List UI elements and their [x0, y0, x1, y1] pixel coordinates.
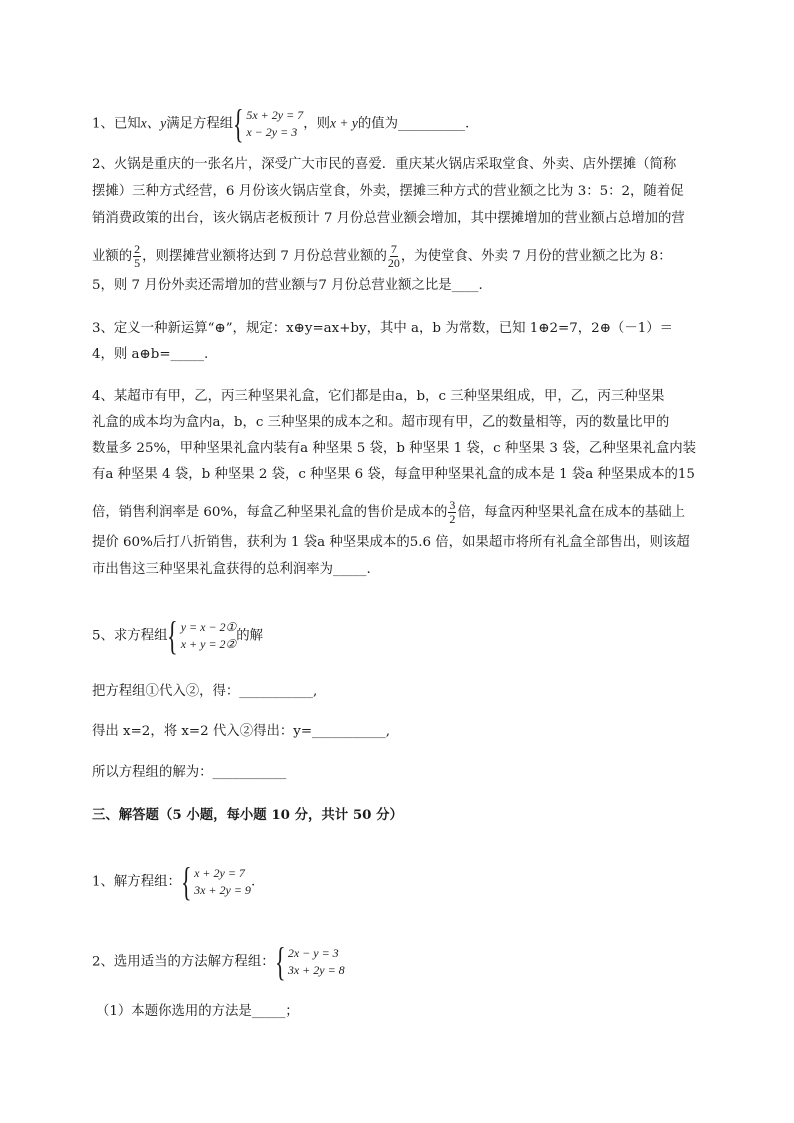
q4-line6: 提价 60%后打八折销售，获利为 1 袋a 种坚果成本的5.6 倍，如果超市将所有礼盒全部售出，则该超 — [92, 535, 690, 550]
q1-eq2: x − 2y = 3 — [246, 125, 298, 139]
q5-suffix: 的解 — [236, 628, 264, 644]
p1-eq2: 3x + 2y = 9 — [194, 883, 251, 897]
q4-line2: 礼盒的成本均为盒内a，b，c 三种坚果的成本之和。超市现有甲，乙的数量相等，丙的数量比甲的 — [92, 415, 670, 430]
q5-step1: 把方程组①代入②，得：___________, — [92, 684, 318, 699]
left-brace-icon: { — [167, 613, 179, 658]
q1-suffix: 的值为__________. — [357, 116, 470, 132]
q2-line4-a: 业额的 — [92, 249, 133, 264]
p1-eq1: x + 2y = 7 — [194, 866, 245, 880]
q2-line3: 销消费政策的出台，该火锅店老板预计 7 月份总营业额会增加，其中摆摊增加的营业额占总增加的营 — [92, 211, 685, 226]
p2-sub1: （1）本题你选用的方法是_____； — [96, 1004, 299, 1019]
q2-line4-c: ，为使堂食、外卖 7 月份的营业额之比为 8： — [400, 249, 672, 264]
q2-line4-b: ，则摆摊营业额将达到 7 月份总营业额的 — [142, 249, 387, 264]
q4-line5 — [92, 499, 685, 526]
left-brace-icon: { — [274, 939, 286, 984]
q4-line3: 数量多 25%，甲种坚果礼盒内装有a 种坚果 5 袋，b 种坚果 1 袋，c 种坚果 3 袋，乙种坚果礼盒内装 — [92, 441, 697, 456]
left-brace-icon: { — [233, 101, 244, 146]
q2-line5: 5，则 7 月份外卖还需增加的营业额与7 月份总营业额之比是____. — [92, 278, 483, 293]
fraction-2-5: $\frac{2}{5}$ — [134, 242, 141, 270]
q1-eq1: 5x + 2y = 7 — [246, 108, 304, 122]
left-brace-icon: { — [180, 859, 192, 904]
fraction-3-2: $\frac{3}{2}$ — [449, 498, 456, 526]
problem-1 — [92, 859, 256, 904]
q1-equation-system — [233, 101, 304, 146]
p2-prefix: 2、选用适当的方法解方程组： — [92, 954, 275, 970]
p2-eq1: 2x − y = 3 — [287, 946, 339, 960]
q4-line4: 有a 种坚果 4 袋，b 种坚果 2 袋，c 种坚果 6 袋，每盒甲种坚果礼盒的成本是 1 袋a 种坚果成本的15 — [92, 467, 695, 482]
q5-eq2: x + y = 2② — [180, 637, 237, 651]
q2-line4 — [92, 243, 672, 270]
q2-line2: 摆摊）三种方式经营，6 月份该火锅店堂食，外卖，摆摊三种方式的营业额之比为 3：5：2，随着促 — [92, 184, 684, 199]
fraction-7-20: $\frac{7}{20}$ — [387, 242, 400, 270]
q5-step2: 得出 x=2，将 x=2 代入②得出：y=___________, — [92, 724, 390, 739]
section-3-heading: 三、解答题（5 小题，每小题 10 分，共计 50 分） — [92, 807, 403, 823]
q4-line1: 4、某超市有甲，乙，丙三种坚果礼盒，它们都是由a，b，c 三种坚果组成，甲，乙，丙三种坚果 — [92, 389, 665, 404]
question-1 — [92, 101, 470, 146]
q1-mid: 满足方程组 — [166, 116, 234, 132]
p2-eq2: 3x + 2y = 8 — [287, 963, 345, 977]
q5-eq1: y = x − 2① — [180, 620, 237, 634]
q4-line5-b: 倍，每盒丙种坚果礼盒在成本的基础上 — [457, 505, 686, 520]
q5-prefix: 5、求方程组 — [92, 628, 168, 644]
q4-line7: 市出售这三种坚果礼盒获得的总利润率为_____. — [92, 562, 371, 577]
q3-line1: 3、定义一种新运算“⊕”，规定：x⊕y=ax+by，其中 a，b 为常数，已知 1⊕2=7，2⊕（－1）＝ — [92, 321, 674, 336]
p2-equation-system — [274, 939, 345, 984]
p1-equation-system — [180, 859, 251, 904]
q3-line2: 4，则 a⊕b=_____. — [92, 347, 209, 362]
q1-expr: x + y — [329, 115, 358, 131]
q5-equation-system — [167, 613, 237, 658]
q1-vars: x、y — [140, 115, 167, 131]
p1-prefix: 1、解方程组： — [92, 874, 181, 890]
p1-suffix: . — [250, 874, 256, 890]
question-5 — [92, 613, 264, 658]
q1-prefix: 1、已知 — [92, 116, 141, 132]
problem-2 — [92, 939, 345, 984]
q1-after: ，则 — [303, 116, 330, 132]
q2-line1: 2、火锅是重庆的一张名片，深受广大市民的喜爱．重庆某火锅店采取堂食、外卖、店外摆摊（简称 — [92, 157, 677, 172]
q4-line5-a: 倍，销售利润率是 60%，每盒乙种坚果礼盒的售价是成本的 — [92, 505, 448, 520]
q5-step3: 所以方程组的解为：___________ — [92, 765, 287, 780]
